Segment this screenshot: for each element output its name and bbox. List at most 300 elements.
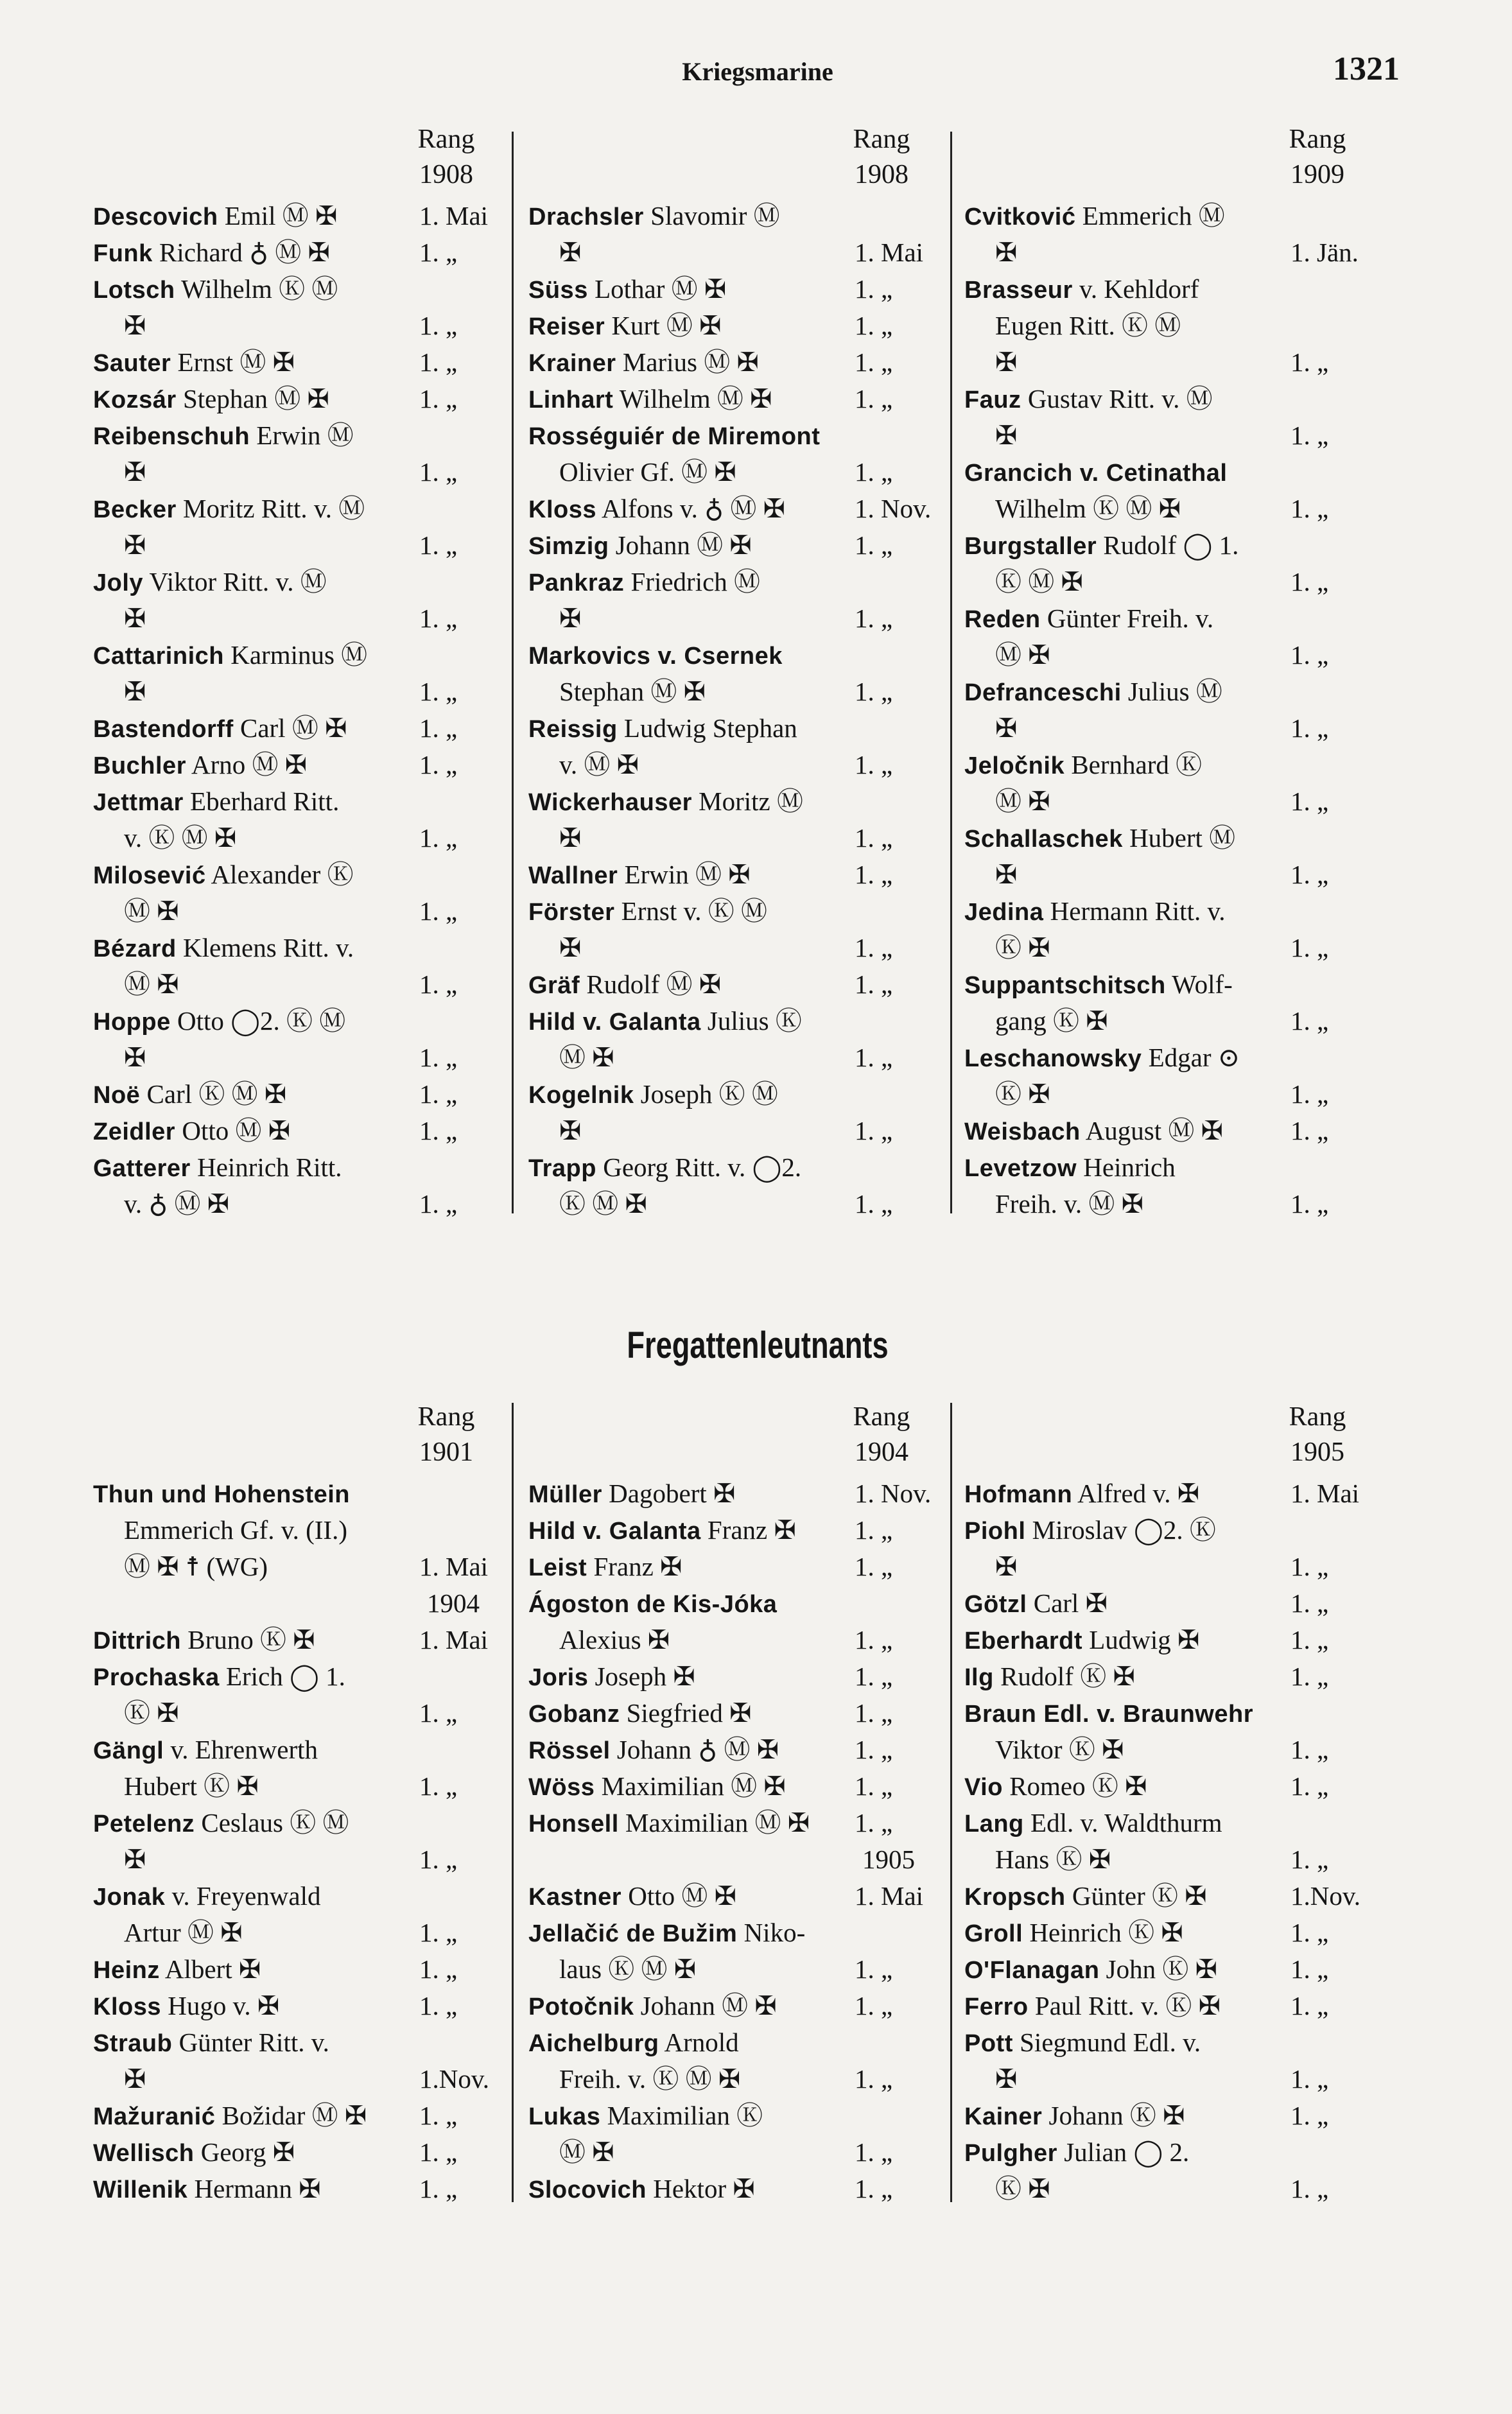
- entry-details: Ⓜ ✠: [124, 969, 179, 999]
- entry-details: Wilhelm Ⓜ ✠: [613, 384, 772, 413]
- entry-text: [528, 564, 760, 602]
- surname: Reiser: [528, 313, 605, 340]
- entry-details: v. Ehrenwerth: [164, 1735, 318, 1764]
- surname: Noë: [93, 1082, 141, 1109]
- entry-details: Niko-: [737, 1918, 806, 1947]
- entry-details: ✠: [124, 311, 146, 340]
- entry-row: [528, 1658, 939, 1695]
- surname: Weisbach: [964, 1118, 1081, 1145]
- entry-details: Eugen Ritt. Ⓚ Ⓜ: [995, 311, 1181, 340]
- entry-text: [964, 381, 1213, 419]
- entry-text: [964, 527, 1238, 565]
- surname: Hild v. Galanta: [528, 1518, 701, 1545]
- entry-text: [528, 417, 820, 455]
- entry-text: [528, 381, 772, 419]
- entry-text: [995, 1841, 1111, 1878]
- surname: Jellačić de Bužim: [528, 1920, 738, 1947]
- entry-text: [528, 271, 726, 309]
- entry-text: [93, 1475, 350, 1513]
- entry-row: [93, 1768, 504, 1805]
- entry-text: [964, 1622, 1199, 1660]
- surname: Cattarinich: [93, 643, 224, 670]
- surname: Eberhardt: [964, 1628, 1082, 1654]
- entry-row: [528, 856, 939, 893]
- entry-row: [964, 1622, 1375, 1658]
- rang-date: 1. „: [855, 1043, 893, 1072]
- entry-details: v. Ⓜ ✠: [559, 750, 639, 779]
- entry-text: [93, 747, 307, 785]
- entry-row: [964, 1512, 1375, 1549]
- entry-row: [964, 271, 1375, 308]
- entry-row: [93, 1585, 504, 1622]
- rang-date: 1. „: [1290, 2174, 1329, 2203]
- rang-date: 1. „: [1290, 1588, 1329, 1618]
- entry-details: ✠: [124, 530, 146, 560]
- entry-details: Ernst Ⓜ ✠: [171, 347, 295, 377]
- entry-list: [93, 198, 504, 1222]
- entry-details: Otto ◯2. Ⓚ Ⓜ: [170, 1006, 346, 1036]
- rang-header: [830, 122, 933, 193]
- entry-row: [528, 1732, 939, 1768]
- entry-row: [964, 600, 1375, 637]
- entry-details: Maximilian Ⓚ: [600, 2101, 763, 2130]
- rang-date: 1. „: [855, 2064, 893, 2094]
- entry-details: ✠: [559, 604, 582, 633]
- entry-text: [93, 198, 337, 236]
- surname: Gatterer: [93, 1155, 191, 1182]
- entry-row: [964, 344, 1375, 381]
- entry-details: Ceslaus Ⓚ Ⓜ: [195, 1808, 349, 1837]
- rang-date: 1. „: [419, 2137, 458, 2167]
- entry-text: [528, 1768, 786, 1806]
- rang-label: Rang: [1289, 1402, 1346, 1432]
- rang-date: 1. „: [855, 1625, 893, 1654]
- surname: Drachsler: [528, 204, 644, 230]
- entry-row: [93, 2024, 504, 2061]
- surname: Fauz: [964, 386, 1021, 413]
- entry-row: [528, 1186, 939, 1222]
- surname: Jedina: [964, 899, 1044, 926]
- rang-date: 1. „: [1290, 421, 1329, 450]
- entry-text: [964, 1878, 1207, 1916]
- surname: Ilg: [964, 1664, 994, 1691]
- entry-details: ✠: [995, 1552, 1018, 1581]
- entry-text: [93, 491, 365, 528]
- rang-date: 1. „: [1290, 713, 1329, 743]
- rang-date: 1. Mai: [855, 1881, 924, 1911]
- entry-details: Hugo v. ✠: [161, 1991, 280, 2020]
- entry-text: [559, 1113, 581, 1149]
- entry-details: ✠: [124, 604, 146, 633]
- entry-text: [995, 344, 1017, 381]
- rang-header: [1266, 122, 1369, 193]
- entry-text: [528, 1695, 751, 1733]
- entry-details: Rudolf Ⓜ ✠: [580, 969, 722, 999]
- rang-year: 1908: [855, 160, 908, 189]
- entry-row: [964, 1805, 1375, 1841]
- entry-row: [528, 1076, 939, 1113]
- entry-text: [124, 2061, 146, 2097]
- entry-row: [964, 491, 1375, 527]
- column-divider: [950, 1403, 952, 2202]
- entry-details: Eberhard Ritt.: [183, 786, 340, 816]
- entry-text: [964, 1915, 1183, 1952]
- entry-details: Ludwig Stephan: [617, 713, 797, 743]
- entry-text: [964, 966, 1233, 1004]
- entry-row: [964, 1585, 1375, 1622]
- entry-text: [528, 856, 751, 894]
- surname: Descovich: [93, 204, 218, 230]
- rang-date: 1. „: [1290, 1079, 1329, 1109]
- entry-details: Rudolf ◯ 1.: [1097, 530, 1239, 560]
- rang-date: 1. „: [419, 750, 458, 779]
- entry-row: [93, 1732, 504, 1768]
- entry-row: [528, 747, 939, 783]
- entry-details: Ⓚ Ⓜ ✠: [559, 1189, 647, 1219]
- entry-details: Kurt Ⓜ ✠: [605, 311, 722, 340]
- entry-list: [964, 1475, 1375, 2207]
- entry-list: [528, 1475, 939, 2207]
- rang-year: 1908: [419, 160, 473, 189]
- rang-date: 1. „: [419, 1043, 458, 1072]
- entry-text: [93, 344, 295, 382]
- entry-text: [124, 454, 146, 491]
- entry-text: [964, 893, 1226, 931]
- entry-row: [528, 930, 939, 966]
- entry-text: [93, 417, 354, 455]
- entry-text: [559, 454, 736, 491]
- surname: Prochaska: [93, 1664, 220, 1691]
- entry-details: Artur Ⓜ ✠: [124, 1918, 243, 1947]
- surname: Willenik: [93, 2176, 188, 2203]
- entry-details: Johann Ⓜ ✠: [609, 530, 752, 560]
- entry-row: [964, 710, 1375, 747]
- column-divider: [950, 132, 952, 1213]
- surname: Leist: [528, 1554, 587, 1581]
- entry-text: [964, 1805, 1222, 1843]
- surname: Götzl: [964, 1591, 1027, 1618]
- entry-details: Otto Ⓜ ✠: [621, 1881, 736, 1911]
- entry-row: [964, 2171, 1375, 2207]
- entry-details: Edl. v. Waldthurm: [1023, 1808, 1222, 1837]
- entry-details: Ⓜ ✠: [995, 640, 1050, 670]
- surname: Funk: [93, 240, 153, 267]
- entry-details: Lothar Ⓜ ✠: [587, 274, 727, 304]
- entry-row: [528, 966, 939, 1003]
- entry-details: Günter Ritt. v.: [172, 2028, 329, 2057]
- rang-date: 1. „: [1290, 1735, 1329, 1764]
- entry-row: [528, 564, 939, 600]
- entry-row: [964, 1841, 1375, 1878]
- entry-row: [964, 1878, 1375, 1915]
- entry-row: [528, 1988, 939, 2024]
- entry-details: Ⓚ ✠: [995, 933, 1050, 962]
- entry-details: John Ⓚ ✠: [1099, 1954, 1217, 1984]
- entry-text: [528, 1585, 777, 1623]
- rang-date: 1. „: [855, 1991, 893, 2020]
- entry-details: Emil Ⓜ ✠: [218, 201, 338, 230]
- entry-text: [995, 930, 1050, 966]
- rang-date: 1. „: [1290, 1189, 1329, 1219]
- surname: Braun Edl. v. Braunwehr: [964, 1701, 1253, 1728]
- entry-details: Paul Ritt. v. Ⓚ ✠: [1028, 1991, 1221, 2020]
- entry-row: [93, 1149, 504, 1186]
- entry-text: [528, 893, 767, 931]
- entry-text: [995, 2171, 1050, 2207]
- entry-row: [964, 747, 1375, 783]
- entry-details: Edgar ⊙: [1142, 1043, 1240, 1072]
- entry-details: Hubert Ⓜ: [1122, 823, 1236, 853]
- entry-text: [528, 491, 785, 528]
- entry-details: ✠: [559, 238, 582, 267]
- entry-text: [528, 1475, 735, 1513]
- entry-row: [528, 1003, 939, 1039]
- rang-date: 1. „: [1290, 860, 1329, 889]
- entry-details: Otto Ⓜ ✠: [175, 1116, 291, 1145]
- entry-details: v. ♁ Ⓜ ✠: [124, 1189, 230, 1219]
- rang-date: 1. Mai: [1290, 1479, 1360, 1508]
- entry-details: Emmerich Ⓜ: [1075, 201, 1225, 230]
- surname: Leschanowsky: [964, 1045, 1142, 1072]
- entry-text: [124, 1186, 229, 1222]
- surname: Hofmann: [964, 1481, 1073, 1508]
- entry-text: [528, 1878, 736, 1916]
- entry-row: [964, 783, 1375, 820]
- entry-text: [124, 673, 146, 710]
- rang-date: 1. „: [419, 1845, 458, 1874]
- rang-date: 1.Nov.: [1290, 1881, 1360, 1911]
- entry-row: [964, 1915, 1375, 1951]
- entry-text: [995, 234, 1017, 271]
- rang-date: 1. „: [855, 347, 893, 377]
- entry-details: Ludwig ✠: [1082, 1625, 1200, 1654]
- entry-text: [559, 1039, 614, 1076]
- entry-row: [528, 1841, 939, 1878]
- entry-row: [528, 1805, 939, 1841]
- entry-text: [93, 1805, 349, 1843]
- entry-text: [964, 1988, 1221, 2026]
- rang-date: 1. „: [419, 1954, 458, 1984]
- surname: Bastendorff: [93, 716, 234, 743]
- entry-text: [528, 1805, 810, 1843]
- rang-date: 1. „: [419, 1079, 458, 1109]
- surname: Trapp: [528, 1155, 596, 1182]
- entry-row: [964, 2061, 1375, 2097]
- surname: Aichelburg: [528, 2030, 659, 2057]
- entry-row: [93, 454, 504, 491]
- surname: Joly: [93, 569, 144, 596]
- entry-row: [964, 1768, 1375, 1805]
- entry-text: [528, 1149, 801, 1187]
- rang-year: 1901: [419, 1437, 473, 1467]
- entry-text: [93, 2024, 329, 2062]
- entry-row: [964, 930, 1375, 966]
- surname: Markovics v. Csernek: [528, 643, 783, 670]
- rang-date: 1. „: [855, 860, 893, 889]
- entry-list: [964, 198, 1375, 1222]
- entry-row: [528, 1695, 939, 1732]
- entry-details: Hans Ⓚ ✠: [995, 1845, 1111, 1874]
- entry-text: [964, 198, 1225, 236]
- entry-details: Ⓜ ✠: [559, 1043, 614, 1072]
- rang-date: 1. „: [855, 2137, 893, 2167]
- entry-row: [964, 820, 1375, 856]
- surname: Krainer: [528, 350, 616, 377]
- entry-row: [964, 1695, 1375, 1732]
- entry-text: [93, 271, 338, 309]
- entry-row: [93, 1658, 504, 1695]
- rang-date: 1. „: [855, 274, 893, 304]
- entry-text: [93, 930, 354, 968]
- entry-row: [93, 381, 504, 417]
- rang-date: 1. „: [1290, 494, 1329, 523]
- entry-details: Bruno Ⓚ ✠: [181, 1625, 315, 1654]
- entry-text: [995, 564, 1083, 600]
- surname: Straub: [93, 2030, 173, 2057]
- entry-row: [528, 2024, 939, 2061]
- surname: Zeidler: [93, 1118, 176, 1145]
- surname: Suppantschitsch: [964, 972, 1166, 999]
- entry-row: [964, 454, 1375, 491]
- surname: Müller: [528, 1481, 602, 1508]
- entry-text: [124, 527, 146, 564]
- rang-date: 1. „: [419, 457, 458, 487]
- entry-text: [93, 637, 367, 675]
- entry-row: [93, 344, 504, 381]
- entry-details: ✠: [124, 457, 146, 487]
- surname: Hoppe: [93, 1009, 171, 1036]
- entry-details: Günter Ⓚ ✠: [1065, 1881, 1207, 1911]
- entry-text: [964, 673, 1222, 711]
- entry-details: Viktor Ritt. v. Ⓜ: [143, 567, 327, 596]
- entry-details: Stephan Ⓜ ✠: [559, 677, 706, 706]
- rang-date: 1. „: [855, 1189, 893, 1219]
- entry-row: [93, 1988, 504, 2024]
- entry-details: Božidar Ⓜ ✠: [215, 2101, 367, 2130]
- entry-text: [964, 271, 1199, 309]
- entry-details: Ⓜ ✠: [559, 2137, 614, 2167]
- entry-details: Ⓚ ✠: [124, 1698, 179, 1728]
- entry-details: Miroslav ◯2. Ⓚ: [1025, 1515, 1216, 1545]
- entry-text: [528, 966, 721, 1004]
- surname: Brasseur: [964, 277, 1073, 304]
- entry-details: Slavomir Ⓜ: [643, 201, 780, 230]
- entry-row: [964, 527, 1375, 564]
- rang-date: 1. „: [419, 238, 458, 267]
- entry-row: [93, 1622, 504, 1658]
- rang-date: 1. „: [419, 969, 458, 999]
- entry-row: [964, 381, 1375, 417]
- entry-details: Hektor ✠: [647, 2174, 755, 2203]
- rang-date: 1. „: [1290, 1006, 1329, 1036]
- entry-row: [964, 1003, 1375, 1039]
- entry-text: [964, 1585, 1108, 1623]
- surname: Pankraz: [528, 569, 625, 596]
- entry-row: [528, 637, 939, 673]
- entry-row: [528, 820, 939, 856]
- entry-text: [528, 1512, 796, 1550]
- entry-text: [964, 1951, 1217, 1989]
- entry-details: laus Ⓚ Ⓜ ✠: [559, 1954, 697, 1984]
- rang-date: 1. „: [419, 1116, 458, 1145]
- surname: Reden: [964, 606, 1041, 633]
- entry-text: [964, 1475, 1199, 1513]
- entry-details: Wilhelm Ⓚ Ⓜ: [175, 274, 338, 304]
- surname: Lang: [964, 1810, 1024, 1837]
- entry-text: [964, 820, 1235, 858]
- entry-row: [93, 1186, 504, 1222]
- entry-text: [93, 1622, 315, 1660]
- entry-row: [528, 198, 939, 234]
- surname: Dittrich: [93, 1628, 181, 1654]
- entry-row: [528, 893, 939, 930]
- rang-date: 1. „: [1290, 1845, 1329, 1874]
- entry-details: Siegmund Edl. v.: [1012, 2028, 1201, 2057]
- entry-details: Hubert Ⓚ ✠: [124, 1771, 259, 1801]
- entry-row: [93, 1951, 504, 1988]
- entry-details: ✠: [995, 238, 1018, 267]
- entry-details: ✠: [559, 933, 582, 962]
- entry-row: [964, 1988, 1375, 2024]
- rang-date: 1. „: [855, 1662, 893, 1691]
- entry-details: Ⓜ ✠: [995, 786, 1050, 816]
- rang-date: 1. „: [855, 969, 893, 999]
- rang-date: 1. „: [419, 311, 458, 340]
- entry-details: ✠: [995, 347, 1018, 377]
- surname: Ferro: [964, 1993, 1029, 2020]
- entry-text: [124, 1512, 347, 1549]
- rang-date: 1. „: [419, 604, 458, 633]
- surname: Burgstaller: [964, 533, 1097, 560]
- entry-text: [964, 747, 1202, 785]
- surname: Simzig: [528, 533, 609, 560]
- entry-text: [124, 308, 146, 344]
- entry-text: [93, 1113, 290, 1151]
- entry-text: [124, 1039, 146, 1076]
- entry-row: [528, 783, 939, 820]
- entry-row: [93, 2097, 504, 2134]
- entry-row: [528, 1475, 939, 1512]
- entry-text: [93, 1878, 320, 1916]
- surname: Ágoston de Kis-Jóka: [528, 1591, 778, 1618]
- entry-text: [964, 1113, 1223, 1151]
- entry-text: [93, 381, 329, 419]
- rang-date: 1. „: [855, 1735, 893, 1764]
- entry-row: [93, 1841, 504, 1878]
- rang-date: 1. „: [855, 823, 893, 853]
- entry-row: [93, 893, 504, 930]
- entry-details: ✠: [995, 421, 1018, 450]
- entry-row: [964, 308, 1375, 344]
- column-divider: [512, 132, 514, 1213]
- rang-date: 1. „: [855, 384, 893, 413]
- entry-details: Maximilian Ⓜ ✠: [618, 1808, 810, 1837]
- surname: Hild v. Galanta: [528, 1009, 701, 1036]
- entry-details: Erwin Ⓜ ✠: [618, 860, 751, 889]
- entry-details: Gustav Ritt. v. Ⓜ: [1021, 384, 1213, 413]
- entry-text: [124, 1841, 146, 1878]
- entry-text: [93, 856, 354, 894]
- entry-details: Arno Ⓜ ✠: [186, 750, 308, 779]
- surname: Wellisch: [93, 2140, 195, 2167]
- entry-text: [964, 2024, 1201, 2062]
- entry-details: Ⓜ ✠: [124, 896, 179, 926]
- surname: Vio: [964, 1774, 1003, 1801]
- surname: Thun und Hohenstein: [93, 1481, 351, 1508]
- entry-details: Joseph Ⓚ Ⓜ: [634, 1079, 778, 1109]
- entry-row: [528, 2097, 939, 2134]
- entry-text: [528, 527, 752, 565]
